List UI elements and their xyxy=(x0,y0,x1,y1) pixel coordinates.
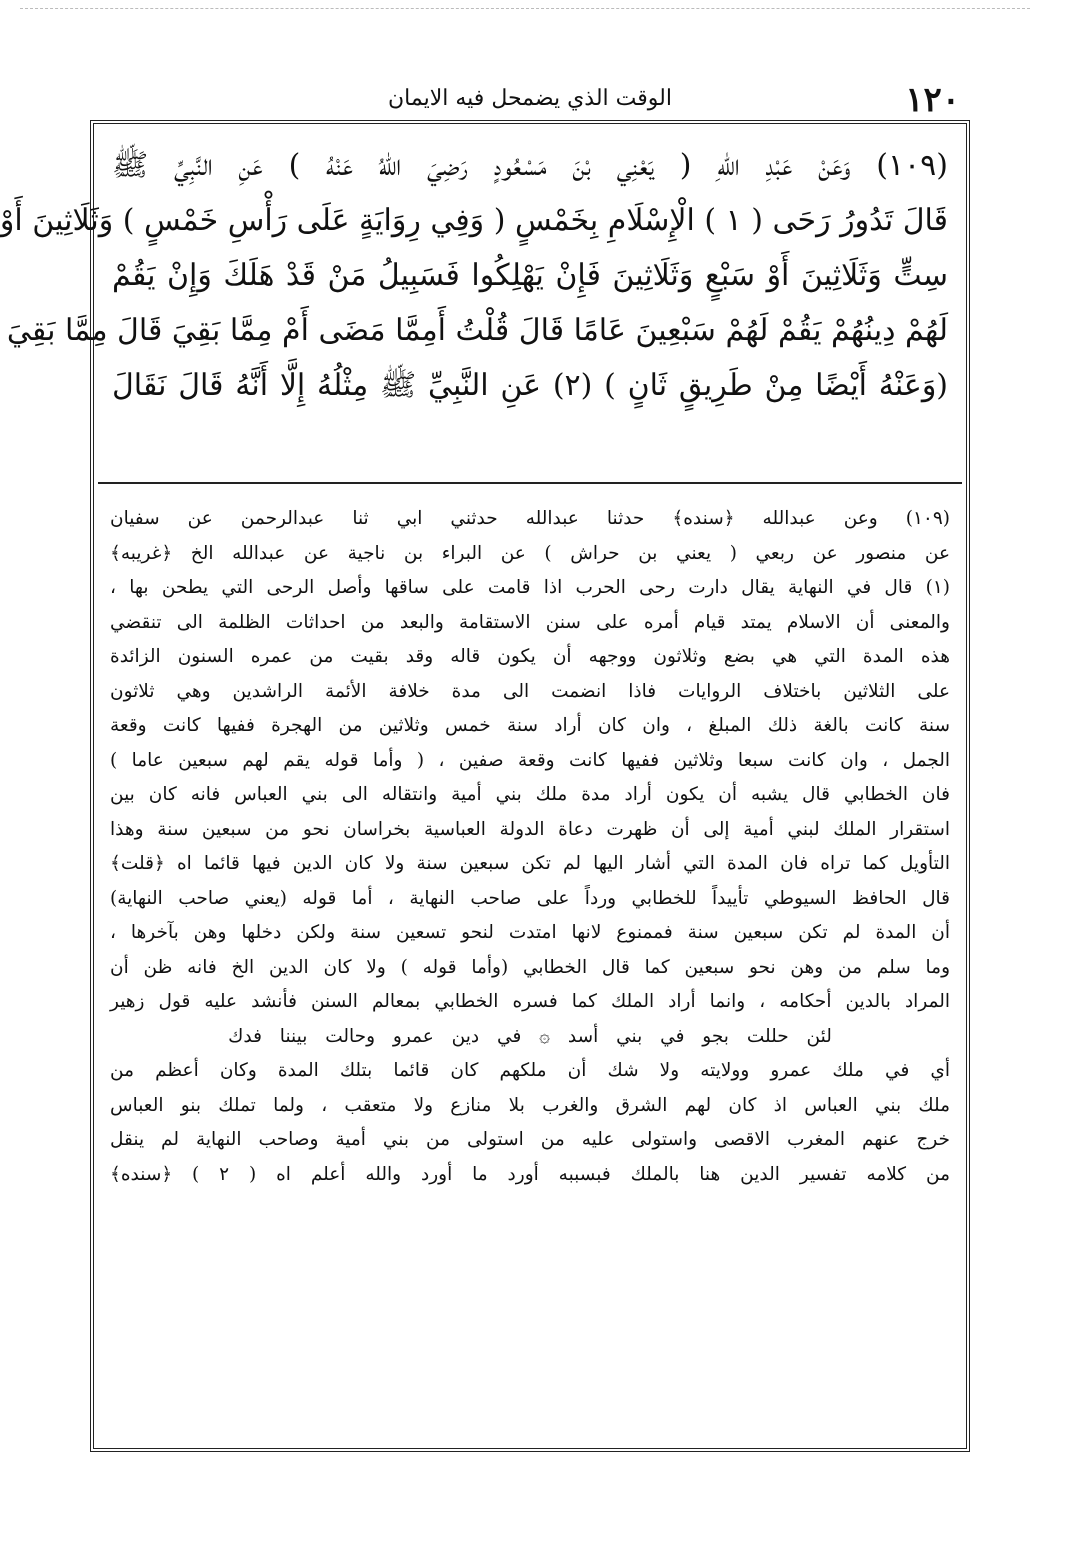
hadith-text xyxy=(0,138,949,468)
commentary-line: (١) قال في النهاية يقال دارت رحى الحرب اذا قامت على ساقها وأصل الرحى التي يطحن بها ، xyxy=(110,577,950,598)
commentary-line: (١٠٩) وعن عبدالله ﴿سنده﴾ حدثنا عبدالله حدثني ابي ثنا عبدالرحمن عن سفيان xyxy=(110,508,950,529)
commentary-line: قال الحافظ السيوطي تأييداً للخطابي ورداً على صاحب النهاية ، أما قوله (يعني صاحب النهاية) xyxy=(110,887,950,909)
hadith-line: سِتٍّ وَثَلَاثِينَ أَوْ سَبْعٍ وَثَلَاثِينَ فَإِنْ يَهْلِكُوا فَسَبِيلُ مَنْ قَدْ هَلَكَ وَإِنْ يَقُمْ xyxy=(112,258,948,293)
hadith-line: (وَعَنْهُ أَيْضًا مِنْ طَرِيقٍ ثَانٍ ) (٢) عَنِ النَّبِيِّ ﷺ مِثْلُهُ إِلَّا أَنَّهُ قَالَ نَقَالَ xyxy=(112,368,949,403)
commentary-line: أن المدة لم تكن سبعين سنة فممنوع لانها امتدت لنحو تسعين سنة ولكن دخلها وهن بآخرها ، xyxy=(110,922,950,943)
commentary-line: عن منصور عن ربعي ( يعني بن حراش ) عن البراء بن ناجية عن عبدالله الخ ﴿غريبه﴾ xyxy=(110,542,950,564)
commentary-line: هذه المدة التي هي بضع وثلاثون ووجهه أن يكون قاله وقد بقيت من عمره السنون الزائدة xyxy=(110,646,950,667)
hadith-line: (١٠٩) وَعَنْ عَبْدِ اللهِ ( يَعْنِي بْنَ مَسْعُودٍ رَضِيَ اللهُ عَنْهُ ) عَنِ النَّبِيِّ ﷺ xyxy=(112,148,948,183)
hadith-line: قَالَ تَدُورُ رَحَى ( ١ ) الْإِسْلَامِ بِخَمْسٍ ( وَفِي رِوَايَةٍ عَلَى رَأْسِ خَمْسٍ ) وَثَلَاثِينَ أَوْ xyxy=(0,203,948,238)
poetry-verse: لئن حللت بجو في بني أسد ۞ في دين عمرو وحالت بيننا فدك xyxy=(228,1025,832,1047)
commentary-line: ملك بني العباس اذ كان لهم الشرق والغرب بلا منازع ولا متعقب ، ولما تملك بنو العباس xyxy=(110,1094,950,1116)
page-number: ١٢٠ xyxy=(905,80,960,120)
running-title: الوقت الذي يضمحل فيه الايمان xyxy=(388,86,672,111)
commentary-line: أي في ملك عمرو وولايته ولا شك أن ملكهم كان قائما بتلك المدة وكان أعظم من xyxy=(110,1060,950,1081)
commentary-line: فان الخطابي قال يشبه أن يكون أراد مدة ملك بني أمية وانتقاله الى بني العباس فانه كان بين xyxy=(110,784,950,805)
section-divider xyxy=(98,482,962,484)
commentary-text xyxy=(110,502,950,1422)
commentary-line: والمعنى أن الاسلام يمتد قيام أمره على سنن الاستقامة والبعد من احداثات الظلمة الى تنقضي xyxy=(110,611,950,633)
commentary-line: وما سلم من وهن نحو سبعين كما قال الخطابي (وأما قوله ) ولا كان الدين الخ فانه ظن أن xyxy=(110,956,950,978)
page-header xyxy=(100,80,960,120)
commentary-line: استقرار الملك لبني أمية إلى أن ظهرت دعاة الدولة العباسية بخراسان نحو من سبعين سنة وهذا xyxy=(110,818,950,840)
commentary-line: سنة كانت بالغة ذلك المبلغ ، وان كان أراد سنة خمس وثلاثين من الهجرة ففيها كانت وقعة xyxy=(110,715,950,736)
hadith-line: لَهُمْ دِينُهُمْ يَقُمْ لَهُمْ سَبْعِينَ عَامًا قَالَ قُلْتُ أَمِمَّا مَضَى أَمْ مِمَّا بَقِيَ قَالَ مِمَّا بَقِيَ xyxy=(6,313,948,348)
commentary-line: الجمل ، وان كانت سبعا وثلاثين ففيها كانت وقعة صفين ، ( وأما قوله يقم لهم سبعين عاما ) xyxy=(110,749,950,771)
commentary-line: على الثلاثين باختلاف الروايات فاذا انضمت الى مدة خلافة الأئمة الراشدين وهي ثلاثون xyxy=(110,680,950,702)
commentary-line: التأويل كما تراه فان المدة التي أشار اليها لم تكن سبعين سنة ولا كان الدين فيها قائما اه ﴿قلت﴾ xyxy=(110,853,950,874)
commentary-line: من كلامه تفسير الدين هنا بالملك فبسببه أورد ما أورد والله أعلم اه ( ٢ ) ﴿سنده﴾ xyxy=(110,1163,950,1185)
page-frame xyxy=(0,120,970,1452)
scan-edge-rule xyxy=(20,8,1030,9)
commentary-line: المراد بالدين أحكامه ، وانما أراد الملك كما فسره الخطابي بمعالم السنن فأنشد عليه قول زهير xyxy=(110,991,950,1012)
commentary-line: خرج عنهم المغرب الاقصى واستولى عليه من استولى من بني أمية وصاحب النهاية لم ينقل xyxy=(110,1129,950,1150)
